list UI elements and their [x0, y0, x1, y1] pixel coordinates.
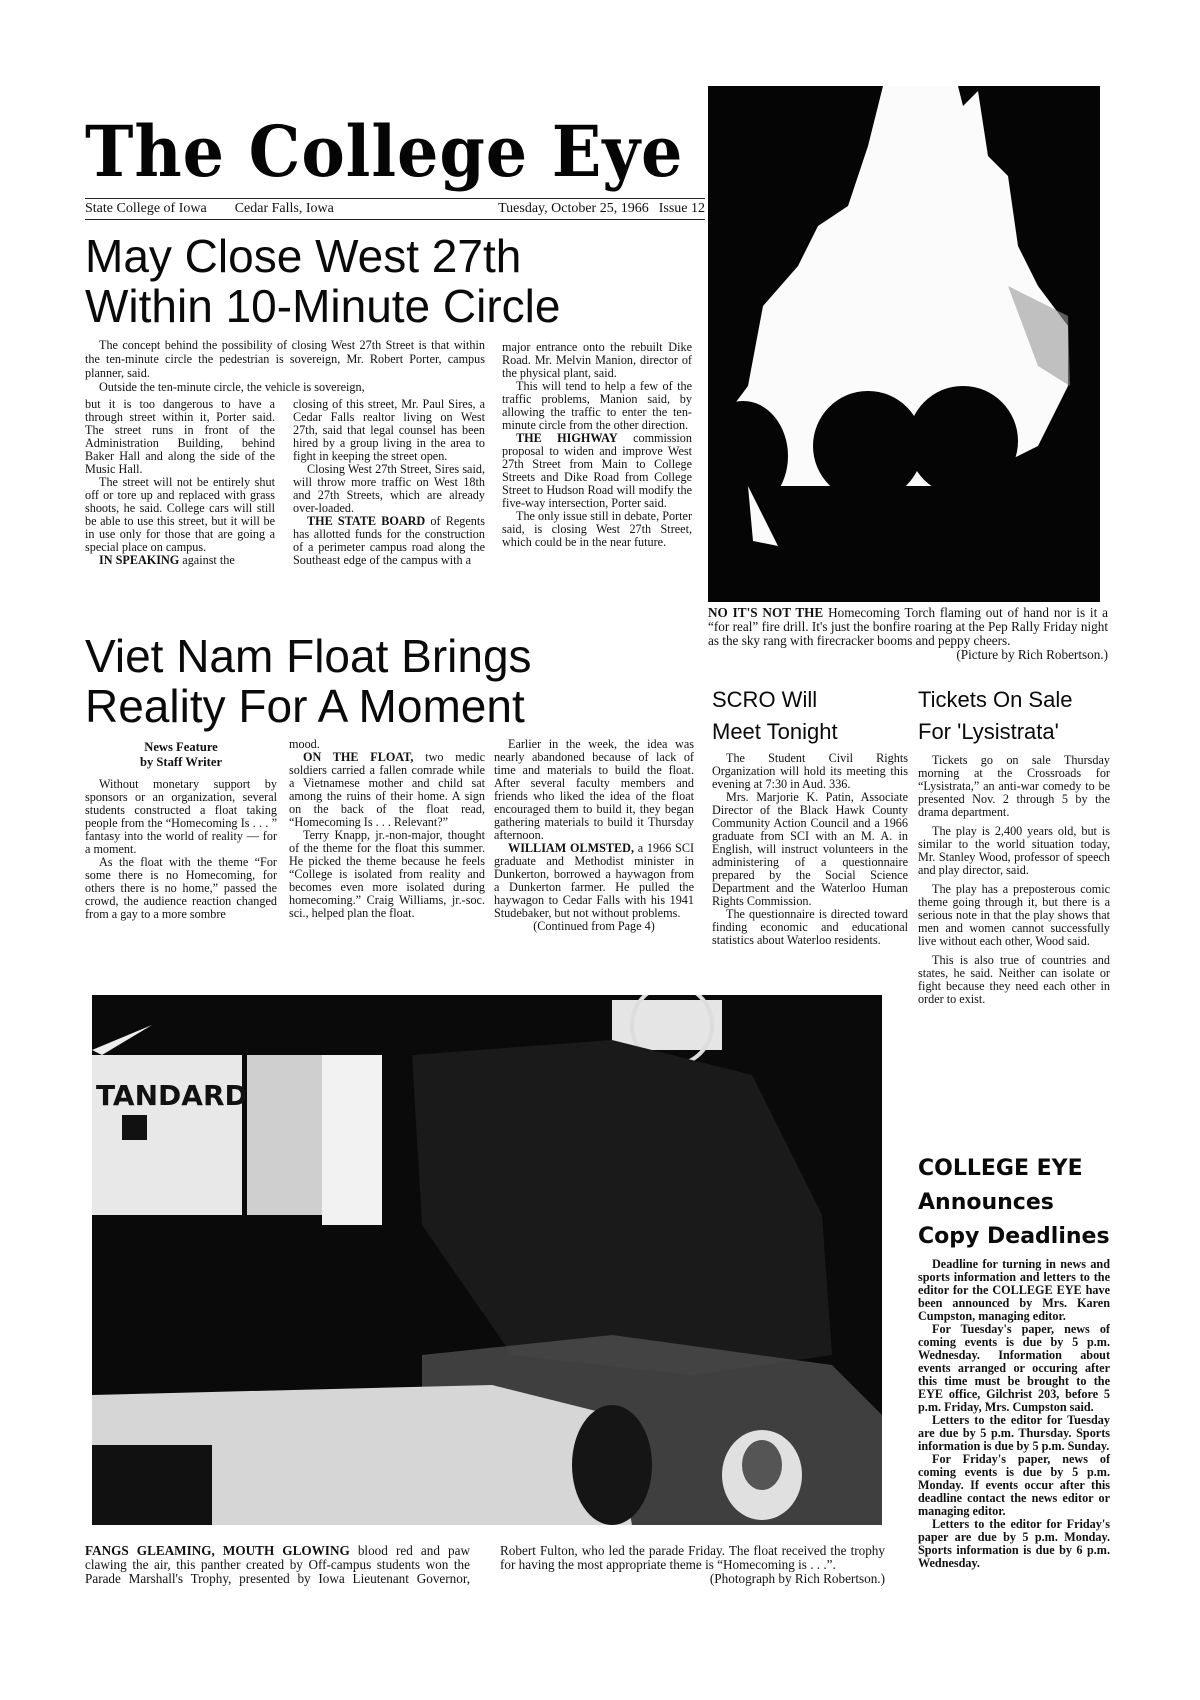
paragraph-text: Terry Knapp, jr.-non-major, thought of the theme for the float this summer. He picked the theme because he feels “College is isolated from reality and becomes even more isolated during homecoming.” Craig Williams, jr.-soc. sci., helped plan the float. [289, 828, 485, 920]
caption-text: Homecoming Torch flaming out of hand nor is it a “for real” fire drill. It's just the bonfire roaring at the Pep Rally Friday night as the sky rang with firecracker booms and peppy cheers. [708, 605, 1108, 648]
deadlines-article [918, 1152, 1110, 1570]
paragraph [918, 1323, 1110, 1414]
paragraph-text: The only issue still in debate, Porter said, is closing West 27th Street, which could be in the near future. [502, 509, 692, 549]
scro-article [712, 684, 908, 947]
paragraph [918, 754, 1110, 819]
float-article-col3-block [494, 738, 694, 933]
paragraph-text: As the float with the theme “For some there is no Homecoming, for others there is no home,” passed the crowd, the audience reaction changed from a gay to a more sombre [85, 855, 277, 921]
issue-date: Tuesday, October 25, 1966 [498, 201, 649, 216]
bonfire-photo [708, 86, 1100, 602]
deadlines-article-body [918, 1258, 1110, 1570]
issue-number: Issue 12 [658, 201, 705, 216]
paragraph-text: The Student Civil Rights Organization will hold its meeting this evening at 7:30 in Aud. 336. [712, 751, 908, 791]
deadlines-article-headline [918, 1152, 1110, 1254]
tickets-article-body [918, 754, 1110, 1006]
paragraph [502, 341, 692, 380]
paragraph [918, 954, 1110, 1006]
paragraph [85, 380, 485, 394]
paragraph-text: The play has a preposterous comic theme going through it, but there is a serious note in that the play shows that men and women cannot successfully live without each other, Wood said. [918, 882, 1110, 948]
paragraph [712, 752, 908, 791]
street-article-col3 [502, 341, 692, 549]
paragraph-text: commission proposal to widen and improve West 27th Street from Main to College Streets and Dike Road from College Street to Hudson Road will modify the five-way intersection, Porter said. [502, 431, 692, 510]
paragraph-text: This will tend to help a few of the traffic problems, Manion said, by allowing the traffic to enter the ten-minute circle from the other direction. [502, 379, 692, 432]
paragraph-text: For Tuesday's paper, news of coming events is due by 5 p.m. Wednesday. Information about events arranged or occuring after this time must be brought to the EYE office, Gilchrist 203, before 5 p.m. Friday, Mrs. Cumpston said. [918, 1322, 1110, 1414]
headline-line: Tickets On Sale [918, 687, 1073, 712]
paragraph [918, 1518, 1110, 1570]
paragraph-text: Without monetary support by sponsors or an organization, several students constructed a float taking people from the “Homecoming Is . . . ” fantasy into the world of reality — for a moment. [85, 777, 277, 856]
paragraph-text: Letters to the editor for Tuesday are due by 5 p.m. Thursday. Sports information is due by 5 p.m. Sunday. [918, 1413, 1110, 1453]
street-article-lower-block [85, 338, 485, 567]
caption-text: blood red and paw clawing the air, this panther created by Off-campus students won the Parade Marshall's Trophy, presented by Iowa Lieutenant Governor, Robert Fulton, who led the parade Friday. The float received the trophy for having the most appropriate theme is “Homecoming is . . .”. [85, 1543, 885, 1586]
paragraph [918, 825, 1110, 877]
station-sign-text: TANDARD [96, 1079, 248, 1112]
scro-article-headline [712, 684, 908, 748]
masthead-info-line [85, 198, 705, 220]
tickets-article-headline [918, 684, 1110, 748]
byline-line: News Feature [144, 740, 218, 754]
paragraph-text: Outside the ten-minute circle, the vehicle is sovereign, [99, 380, 365, 394]
paragraph [918, 1453, 1110, 1518]
scro-article-body [712, 752, 908, 947]
paragraph-text: of Regents has allotted funds for the construction of a perimeter campus road along the Southeast edge of the campus with a [293, 514, 485, 567]
paragraph-text: Deadline for turning in news and sports information and letters to the editor for the COLLEGE EYE have been announced by Mrs. Karen Cumpston, managing editor. [918, 1257, 1110, 1323]
panther-photo-credit: (Photograph by Rich Robertson.) [709, 1571, 885, 1586]
paragraph [85, 338, 485, 380]
paragraph-text: The play is 2,400 years old, but is similar to the world situation today, Mr. Stanley Wood, professor of speech and play director, said. [918, 824, 1110, 877]
headline-line: Viet Nam Float Brings [85, 630, 532, 682]
headline-line: Copy Deadlines [918, 1224, 1110, 1249]
float-article-col1 [85, 778, 277, 921]
paragraph-text: The street will not be entirely shut off or tore up and replaced with grass shoots, he said. College cars will still be able to use this street, but it will be in use only for those that are going a special place on campus. [85, 475, 275, 554]
paragraph-text: Closing West 27th Street, Sires said, will throw more traffic on West 18th and 27th Streets, which are already over-loaded. [293, 462, 485, 515]
street-article-intro [85, 338, 485, 394]
paragraph-text: For Friday's paper, news of coming events is due by 5 p.m. Monday. If events occur after this deadline contact the news editor or managing editor. [918, 1452, 1110, 1518]
paragraph-text: two medic soldiers carried a fallen comrade while a Vietnamese mother and child sat among the ruins of their home. A sign on the back of the float read, “Homecoming Is . . . Relevant?” [289, 750, 485, 829]
paragraph [502, 380, 692, 432]
headline-line: Meet Tonight [712, 719, 838, 744]
paragraph [494, 738, 694, 842]
paragraph-text: The questionnaire is directed toward finding economic and educational statistics about Waterloo residents. [712, 907, 908, 947]
paragraph [293, 515, 485, 567]
bonfire-photo-caption [708, 606, 1108, 648]
headline-line: Announces [918, 1190, 1054, 1215]
paragraph [494, 842, 694, 920]
bonfire-caption-block [708, 606, 1108, 662]
paragraph-lead: WILLIAM OLMSTED, [508, 841, 634, 855]
paragraph [85, 856, 277, 921]
paragraph [712, 791, 908, 908]
paragraph [918, 1414, 1110, 1453]
float-article-byline [85, 740, 277, 770]
paragraph [502, 432, 692, 510]
paragraph-lead: THE STATE BOARD [307, 514, 426, 528]
paragraph-text: Mrs. Marjorie K. Patin, Associate Director of the Black Hawk County Community Action Council and a 1966 graduate from SCI with an M. A. in English, will instruct volunteers in the administering of a questionnaire prepared by the Social Science Department and the Waterloo Human Rights Commission. [712, 790, 908, 908]
float-article-col1-block [85, 740, 277, 921]
paragraph-text: mood. [289, 737, 320, 751]
paragraph-lead: ON THE FLOAT, [303, 750, 414, 764]
paragraph-text: closing of this street, Mr. Paul Sires, a Cedar Falls realtor living on West 27th, said that legal counsel has been hired by a group living in the area to fight in keeping the street open. [293, 397, 485, 463]
paragraph-text: Tickets go on sale Thursday morning at the Crossroads for “Lysistrata,” an anti-war comedy to be presented Nov. 2 through 5 by the drama department. [918, 753, 1110, 819]
caption-lead: NO IT'S NOT THE [708, 605, 824, 620]
paragraph [918, 883, 1110, 948]
bonfire-photo-credit: (Picture by Rich Robertson.) [956, 647, 1108, 662]
city: Cedar Falls, Iowa [234, 201, 334, 216]
paragraph [293, 398, 485, 463]
caption-lead: FANGS GLEAMING, MOUTH GLOWING [85, 1543, 350, 1558]
school-name: State College of Iowa [85, 201, 207, 216]
paragraph [85, 476, 275, 554]
panther-caption-block [85, 1544, 885, 1586]
paragraph-text: against the [179, 553, 235, 567]
paragraph-text: major entrance onto the rebuilt Dike Road. Mr. Melvin Manion, director of the physical plant, said. [502, 340, 692, 380]
headline-line: SCRO Will [712, 687, 818, 712]
headline-line: May Close West 27th [85, 230, 522, 282]
paragraph-text: The concept behind the possibility of closing West 27th Street is that within the ten-minute circle the pedestrian is sovereign, Mr. Robert Porter, campus planner, said. [85, 338, 485, 380]
paragraph-lead: THE HIGHWAY [516, 431, 618, 445]
paragraph [85, 398, 275, 476]
paragraph [85, 554, 275, 567]
continued-note: (Continued from Page 4) [533, 919, 655, 933]
paragraph [918, 1258, 1110, 1323]
newspaper-masthead: The College Eye [85, 110, 684, 193]
paragraph-text: a 1966 SCI graduate and Methodist minister in Dunkerton, borrowed a haywagon from a Dunkerton farmer. He pulled the haywagon to Cedar Falls with his 1941 Studebaker, but not without problems. [494, 841, 695, 920]
panther-float-photo [92, 995, 882, 1525]
street-article-columns [85, 398, 485, 567]
street-article-headline [85, 232, 560, 331]
headline-line: Within 10-Minute Circle [85, 279, 561, 332]
paragraph [85, 778, 277, 856]
float-article-col2 [289, 738, 485, 920]
headline-line: Reality For A Moment [85, 679, 525, 732]
paragraph-text: Letters to the editor for Friday's paper are due by 5 p.m. Monday. Sports information is due by 6 p.m. Wednesday. [918, 1517, 1110, 1570]
float-article-headline [85, 632, 532, 731]
headline-line: COLLEGE EYE [918, 1156, 1083, 1181]
street-article-col2 [293, 398, 485, 567]
paragraph [502, 510, 692, 549]
paragraph-text: This is also true of countries and states, he said. Neither can isolate or fight because they need each other in order to exist. [918, 953, 1110, 1006]
paragraph [712, 908, 908, 947]
paragraph [293, 463, 485, 515]
tickets-article [918, 684, 1110, 1006]
street-article-col1 [85, 398, 275, 567]
paragraph-text: but it is too dangerous to have a through street within it, Porter said. The street runs in front of the Administration Building, behind Baker Hall and along the side of the Music Hall. [85, 397, 275, 476]
float-article-col3 [494, 738, 694, 920]
paragraph [289, 751, 485, 829]
paragraph-text: Earlier in the week, the idea was nearly abandoned because of lack of time and materials to build the float. After several faculty members and friends who liked the idea of the float encouraged them to build it, they began gathering materials to build it Thursday afternoon. [494, 737, 694, 842]
byline-line: by Staff Writer [139, 755, 223, 769]
paragraph [289, 829, 485, 920]
headline-line: For 'Lysistrata' [918, 719, 1059, 744]
paragraph-lead: IN SPEAKING [99, 553, 180, 567]
